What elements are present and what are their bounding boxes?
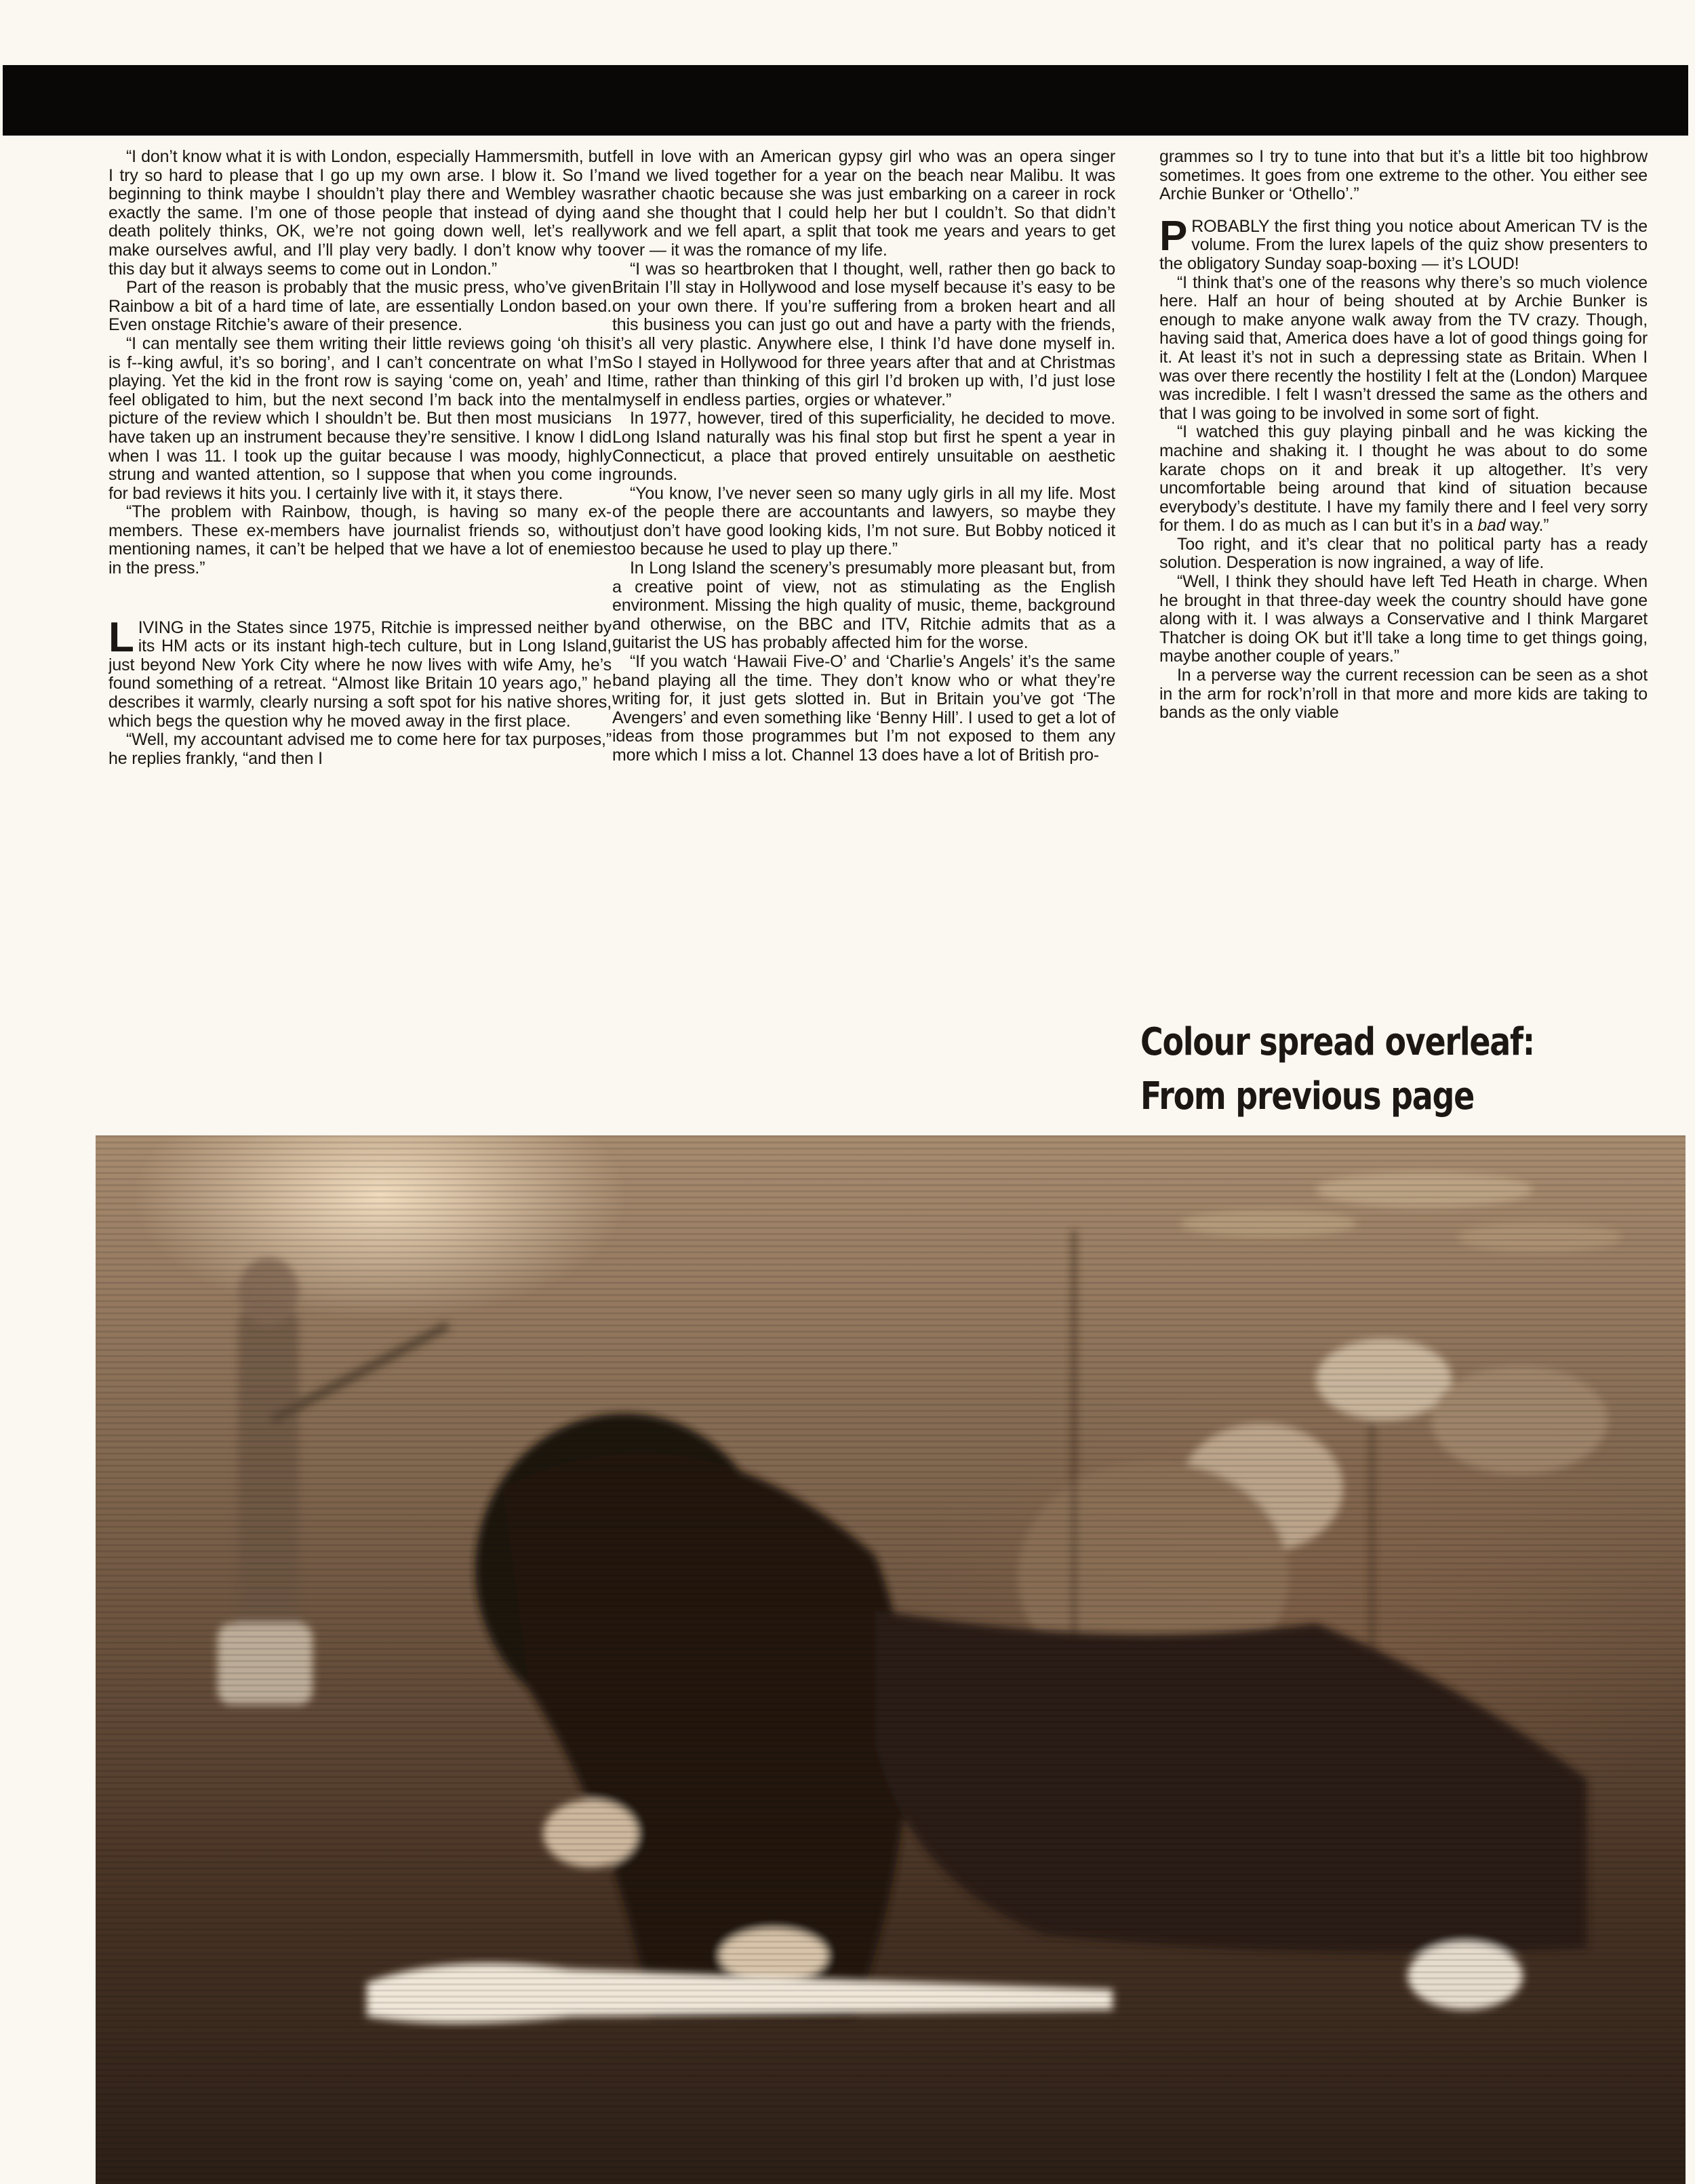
paragraph: In a perverse way the current recession can be seen as a shot in the arm for rock’n’roll in that more and more kids are taking to bands as the only viable (1159, 666, 1648, 723)
paragraph: In 1977, however, tired of this superficiality, he decided to move. Long Island naturally was his final stop but first he spent a year in Connecticut, a place that proved entirely unsuitable on aesthetic grounds. (612, 409, 1115, 485)
emphasis: bad (1477, 516, 1506, 535)
paragraph: “Well, my accountant advised me to come here for tax purposes,” he replies frankly, “and then I (108, 730, 612, 768)
paragraph-text: way.” (1505, 516, 1549, 535)
paragraph: “I can mentally see them writing their little reviews going ‘oh this is f--king awful, it’s so boring’, and I can’t concentrate on what I’m playing. Yet the kid in the front row is saying ‘come on, yeah’ and I feel obligated to him, but the next second I’m back into the mental picture of the review which I shouldn’t be. But then most musicians have taken up an instrument because they’re sensitive. I know I did when I was 11. I took up the guitar because I was moody, highly strung and wanted attention, so I suppose that when you come in for bad reviews it hits you. I certainly live with it, it stays there. (108, 333, 612, 503)
paragraph: Too right, and it’s clear that no political party has a ready solution. Desperation is now ingrained, a way of life. (1159, 534, 1648, 573)
paragraph-drop-cap (1159, 212, 1648, 274)
colour-spread-heading: Colour spread overleaf: (1140, 1020, 1534, 1064)
paragraph: “Well, I think they should have left Ted Heath in charge. When he brought in that three-day week the country should have gone along with it. I was always a Conservative and I think Margaret Thatcher is doing OK but it’ll take a long time to get things going, maybe another couple of years.” (1159, 572, 1648, 666)
drop-cap: L (108, 613, 134, 661)
paragraph: “I don’t know what it is with London, especially Hammersmith, but I try so hard to please that I go up my own arse. I blow it. So I’m beginning to think maybe I shouldn’t play there and Wembley was exactly the same. I’m one of those people that instead of dying a death politely thinks, OK, we’re not going down well, let’s really make ourselves awful, and I’ll play very badly. I don’t know why to this day but it always seems to come out in London.” (108, 148, 612, 279)
article-column-2 (612, 148, 1115, 1124)
article-column-1 (108, 148, 612, 1124)
paragraph: “You know, I’ve never seen so many ugly girls in all my life. Most of the people there are accountants and lawyers, so maybe they just don’t have good looking kids, I’m not sure. But Bobby noticed it too because he used to play up there.” (612, 483, 1115, 559)
paragraph: fell in love with an American gypsy girl who was an opera singer and we lived together for a year on the beach near Malibu. It was rather chaotic because she was just embarking on a career in rock and she thought that I could help her but I couldn’t. So that didn’t work and we fell apart, a split that took me years and years to get over — it was the romance of my life. (612, 148, 1115, 260)
paragraph: “If you watch ‘Hawaii Five-O’ and ‘Charlie’s Angels’ it’s the same band playing all the time. They don’t know who or what they’re writing for, it just gets slotted in. But in Britain you’ve got ‘The Avengers’ and even something like ‘Benny Hill’. I used to get a lot of ideas from those programmes but I’m not exposed to them any more which I miss a lot. Channel 13 does have a lot of British pro- (612, 652, 1115, 765)
from-previous-page-heading: From previous page (1140, 1074, 1475, 1118)
concert-photo-illustration (96, 1135, 1686, 2184)
paragraph: “I think that’s one of the reasons why there’s so much violence here. Half an hour of being shouted at by Archie Bunker is enough to make anyone walk away from the TV crazy. Though, having said that, America does have a lot of good things going for it. At least it’s not in such a depressing state as Britain. When I was over there recently the hostility I felt at the (London) Marquee was incredible. I felt I wasn’t dressed the same as the others and that I was going to be involved in some sort of fight. (1159, 272, 1648, 423)
header-black-bar (3, 65, 1688, 136)
paragraph: grammes so I try to tune into that but it’s a little bit too highbrow sometimes. It goes from one extreme to the other. You either see Archie Bunker or ‘Othello’.” (1159, 148, 1648, 204)
article-column-3 (1159, 148, 1648, 1124)
concert-photo (96, 1135, 1686, 2184)
paragraph: Part of the reason is probably that the music press, who’ve given Rainbow a bit of a hard time of late, are essentially London based. Even onstage Ritchie’s aware of their presence. (108, 278, 612, 335)
paragraph: “The problem with Rainbow, though, is having so many ex-members. These ex-members have journalist friends so, without mentioning names, it can’t be helped that we have a lot of enemies in the press.” (108, 502, 612, 578)
paragraph-text: “I watched this guy playing pinball and he was kicking the machine and shaking it. I thought he was about to do some karate chops on it and break it up altogether. It’s very uncomfortable being around that kind of situation because everybody’s destitute. I have my family there and I feel very sorry for them. I do as much as I can but it’s in a (1159, 422, 1648, 535)
paragraph: In Long Island the scenery’s presumably more pleasant but, from a creative point of view, not as stimulating as the English environment. Missing the high quality of music, theme, background and otherwise, on the BBC and ITV, Ritchie admits that as a guitarist the US has probably affected him for the worse. (612, 559, 1115, 653)
paragraph: “I was so heartbroken that I thought, well, rather then go back to Britain I’ll stay in Hollywood and lose myself because it’s easy to be on your own there. If you’re suffering from a broken heart and all this business you can just go out and have a party with the friends, it’s all very plastic. Anywhere else, I think I’d have done myself in. So I stayed in Hollywood for three years after that and at Christmas time, rather than thinking of this girl I’d broken up with, I’d just lose myself in endless parties, orgies or whatever.” (612, 259, 1115, 409)
drop-cap: P (1159, 212, 1188, 260)
paragraph-text: ROBABLY the first thing you notice about American TV is the volume. From the lurex lapels of the quiz show presenters to the obligatory Sunday soap-boxing — it’s LOUD! (1159, 216, 1648, 273)
paragraph-drop-cap (108, 613, 612, 731)
paragraph (1159, 423, 1648, 535)
paragraph-text: IVING in the States since 1975, Ritchie is impressed neither by its HM acts or its instant high-tech culture, but in Long Island, just beyond New York City where he now lives with wife Amy, he’s found something of a retreat. “Almost like Britain 10 years ago,” he describes it warmly, clearly nursing a soft spot for his native shores, which begs the question why he moved away in the first place. (108, 618, 612, 731)
